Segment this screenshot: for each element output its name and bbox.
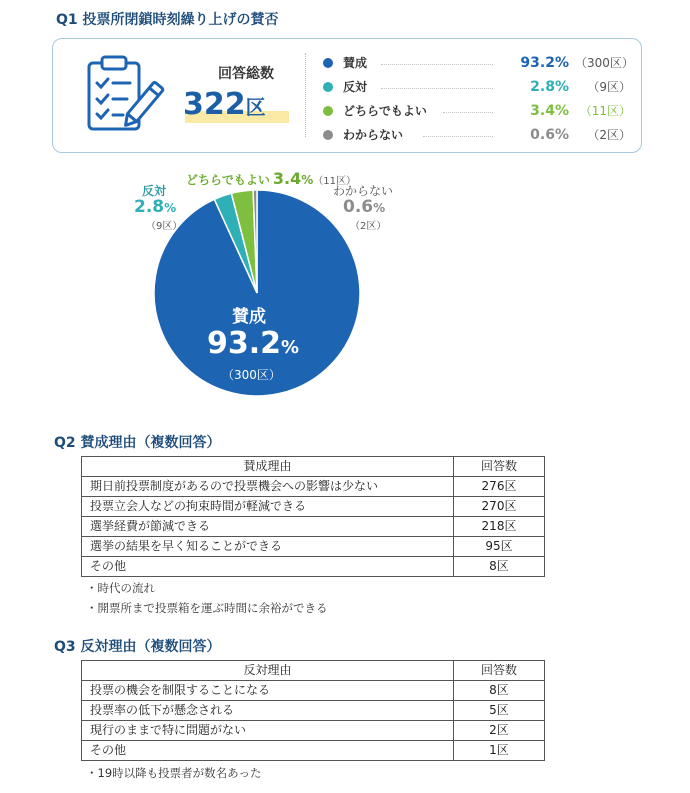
legend-row-yes: [323, 53, 634, 75]
pie-count-unknown: （2区）: [350, 221, 387, 232]
legend-row-no: [323, 77, 631, 99]
table-row: [82, 477, 545, 497]
pie-count-no: （9区）: [146, 221, 183, 232]
table-row: [82, 517, 545, 537]
table-row: [82, 557, 545, 577]
legend-dot-icon: [323, 58, 333, 68]
legend-dot-icon: [323, 106, 333, 116]
reason-cell: その他: [82, 557, 454, 577]
table-row: [82, 497, 545, 517]
legend-count: （9区）: [587, 80, 631, 94]
q2-note: ・時代の流れ: [86, 581, 155, 595]
count-cell: 2区: [454, 721, 545, 741]
count-cell: 218区: [454, 517, 545, 537]
pie-label-either: どちらでもよい 3.4%（11区）: [186, 169, 356, 188]
reason-cell: 投票立会人などの拘束時間が軽減できる: [82, 497, 454, 517]
count-cell: 8区: [454, 681, 545, 701]
pie-label-yes: 賛成: [232, 307, 266, 327]
q1-title: Q1 投票所閉鎖時刻繰り上げの賛否: [56, 12, 279, 28]
count-cell: 8区: [454, 557, 545, 577]
legend-pct: 3.4%: [493, 99, 569, 123]
pie-pct-no: 2.8%: [134, 197, 177, 217]
legend-label: どちらでもよい: [343, 104, 427, 118]
q2-title: Q2 賛成理由（複数回答）: [54, 435, 221, 451]
legend-count: （2区）: [587, 128, 631, 142]
q3-title: Q3 反対理由（複数回答）: [54, 639, 221, 655]
column-header: 回答数: [454, 661, 545, 681]
reason-cell: 現行のままで特に問題がない: [82, 721, 454, 741]
column-header: 賛成理由: [82, 457, 454, 477]
pie-count-yes: （300区）: [222, 368, 281, 382]
total-responses-value: 322区: [183, 87, 266, 122]
table-row: [82, 537, 545, 557]
table-header-row: [82, 661, 545, 681]
column-header: 反対理由: [82, 661, 454, 681]
reason-cell: 投票の機会を制限することになる: [82, 681, 454, 701]
count-cell: 270区: [454, 497, 545, 517]
legend-pct: 93.2%: [493, 51, 569, 75]
count-cell: 1区: [454, 741, 545, 761]
legend-row-either: [323, 101, 631, 123]
legend-label: わからない: [343, 128, 404, 142]
legend-count: （300区）: [575, 56, 634, 70]
clipboard-checklist-icon: [75, 51, 165, 141]
summary-box: [52, 38, 642, 153]
count-cell: 95区: [454, 537, 545, 557]
q3-note: ・19時以降も投票者が数名あった: [86, 766, 262, 780]
reason-cell: 選挙の結果を早く知ることができる: [82, 537, 454, 557]
reason-cell: 投票率の低下が懸念される: [82, 701, 454, 721]
pie-pct-unknown: 0.6%: [343, 197, 386, 217]
pie-pct-yes: 93.2%: [207, 326, 300, 361]
legend-pct: 2.8%: [493, 75, 569, 99]
legend-dot-icon: [323, 82, 333, 92]
legend-row-unknown: [323, 125, 631, 147]
summary-divider: [305, 53, 306, 137]
legend-count: （11区）: [579, 104, 631, 118]
pie-label-no: 反対: [142, 184, 167, 198]
count-cell: 276区: [454, 477, 545, 497]
reason-cell: 期日前投票制度があるので投票機会への影響は少ない: [82, 477, 454, 497]
count-cell: 5区: [454, 701, 545, 721]
column-header: 回答数: [454, 457, 545, 477]
table-row: [82, 681, 545, 701]
q2-note: ・開票所まで投票箱を運ぶ時間に余裕ができる: [86, 601, 328, 615]
legend-label: 反対: [343, 80, 368, 94]
reason-cell: 選挙経費が節減できる: [82, 517, 454, 537]
table-row: [82, 741, 545, 761]
q3-table: [81, 660, 545, 761]
table-row: [82, 701, 545, 721]
pie-label-unknown: わからない: [333, 184, 394, 198]
table-row: [82, 721, 545, 741]
legend-pct: 0.6%: [493, 123, 569, 147]
reason-cell: その他: [82, 741, 454, 761]
table-header-row: [82, 457, 545, 477]
total-responses-label: 回答総数: [218, 66, 274, 82]
legend-dot-icon: [323, 130, 333, 140]
legend-label: 賛成: [343, 56, 368, 70]
q2-table: [81, 456, 545, 577]
